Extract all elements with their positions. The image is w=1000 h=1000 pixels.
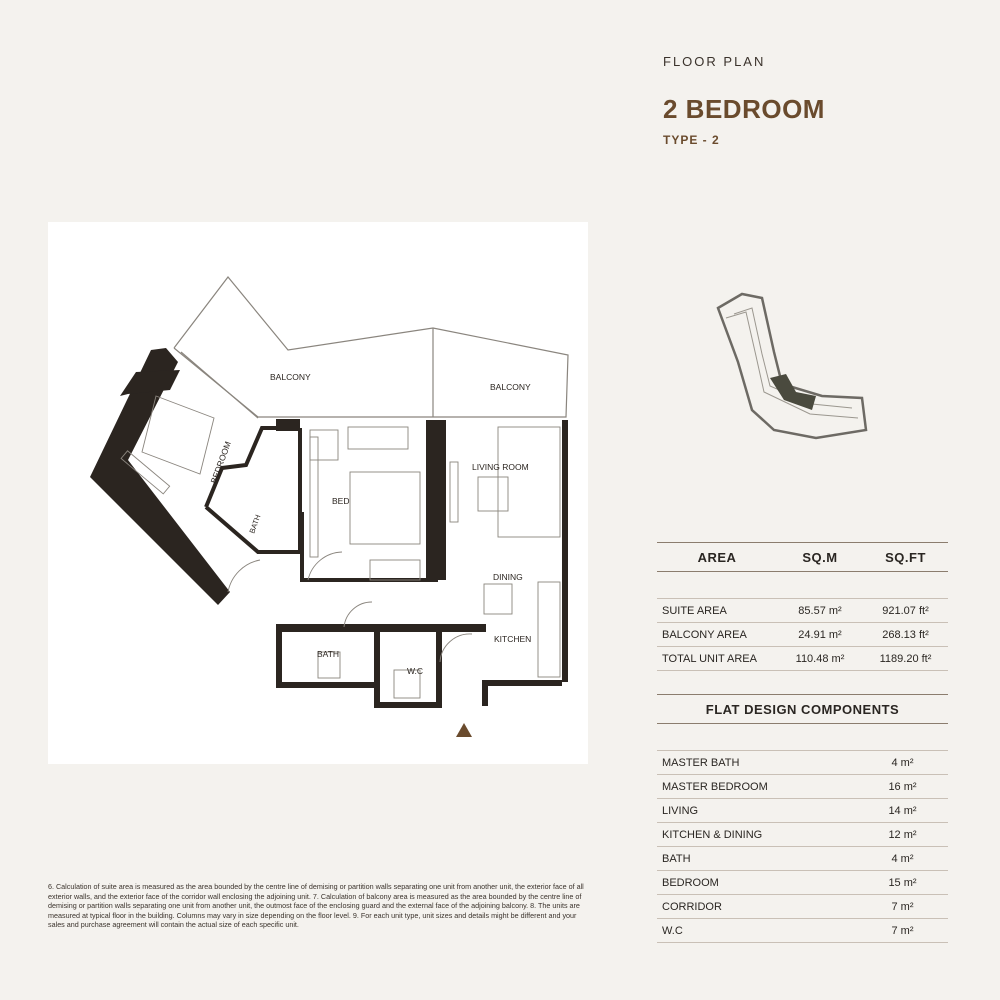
table-row: MASTER BEDROOM 16 m² xyxy=(657,775,948,799)
table-row: BALCONY AREA 24.91 m² 268.13 ft² xyxy=(657,623,948,647)
table-row: SUITE AREA 85.57 m² 921.07 ft² xyxy=(657,599,948,623)
section-kicker: FLOOR PLAN xyxy=(663,54,766,69)
entrance-arrow-icon xyxy=(456,723,472,737)
floor-plan xyxy=(48,222,588,764)
table-row: BEDROOM 15 m² xyxy=(657,871,948,895)
label-balcony-right: BALCONY xyxy=(490,382,531,392)
table-row: KITCHEN & DINING 12 m² xyxy=(657,823,948,847)
label-bath-master: BATH xyxy=(247,513,263,535)
label-dining: DINING xyxy=(493,572,523,582)
header-sqm: SQ.M xyxy=(802,549,838,565)
label-bed: BED xyxy=(332,496,350,506)
label-balcony-left: BALCONY xyxy=(270,372,311,382)
page-title: 2 BEDROOM xyxy=(663,94,825,124)
header-area: AREA xyxy=(697,549,737,565)
table-row: TOTAL UNIT AREA 110.48 m² 1189.20 ft² xyxy=(657,647,948,671)
area-table xyxy=(657,542,948,671)
label-wc: W.C xyxy=(407,666,424,676)
label-kitchen: KITCHEN xyxy=(494,634,532,644)
table-row: W.C 7 m² xyxy=(657,919,948,943)
table-row: LIVING 14 m² xyxy=(657,799,948,823)
interior-walls xyxy=(206,428,438,580)
balcony-outline xyxy=(174,277,568,418)
table-row: MASTER BATH 4 m² xyxy=(657,751,948,775)
header-sqft: SQ.FT xyxy=(885,549,926,565)
footnote: 6. Calculation of suite area is measured as the area bounded by the centre line of demising or partition walls separating one unit from another unit, the exterior face of all exterior walls, and the exterior face of the corridor wall enclosing the adjoining unit. 7. Calculation of balcony area is measured as the area bounded by the centre line of demising or partition walls separating one unit from another unit, the outmost face of the enclosing guard and the external face of the adjoining balcony. 8. The units are measured at typical floor in the building. Columns may vary in size depending on the floor level. 9. For each unit type, unit sizes and details might be different and your sales and purchase agreement will contain the actual size of each specific unit. xyxy=(48,882,584,930)
unit-type: TYPE - 2 xyxy=(663,133,720,147)
building-key-plan xyxy=(712,292,872,442)
components-table-header: FLAT DESIGN COMPONENTS xyxy=(657,694,948,724)
table-row: BATH 4 m² xyxy=(657,847,948,871)
label-bath: BATH xyxy=(317,649,340,659)
table-row: CORRIDOR 7 m² xyxy=(657,895,948,919)
area-table-header xyxy=(657,542,948,572)
label-bedroom-master: BEDROOM xyxy=(208,439,233,485)
components-table xyxy=(657,694,948,943)
label-living-room: LIVING ROOM xyxy=(472,462,529,472)
